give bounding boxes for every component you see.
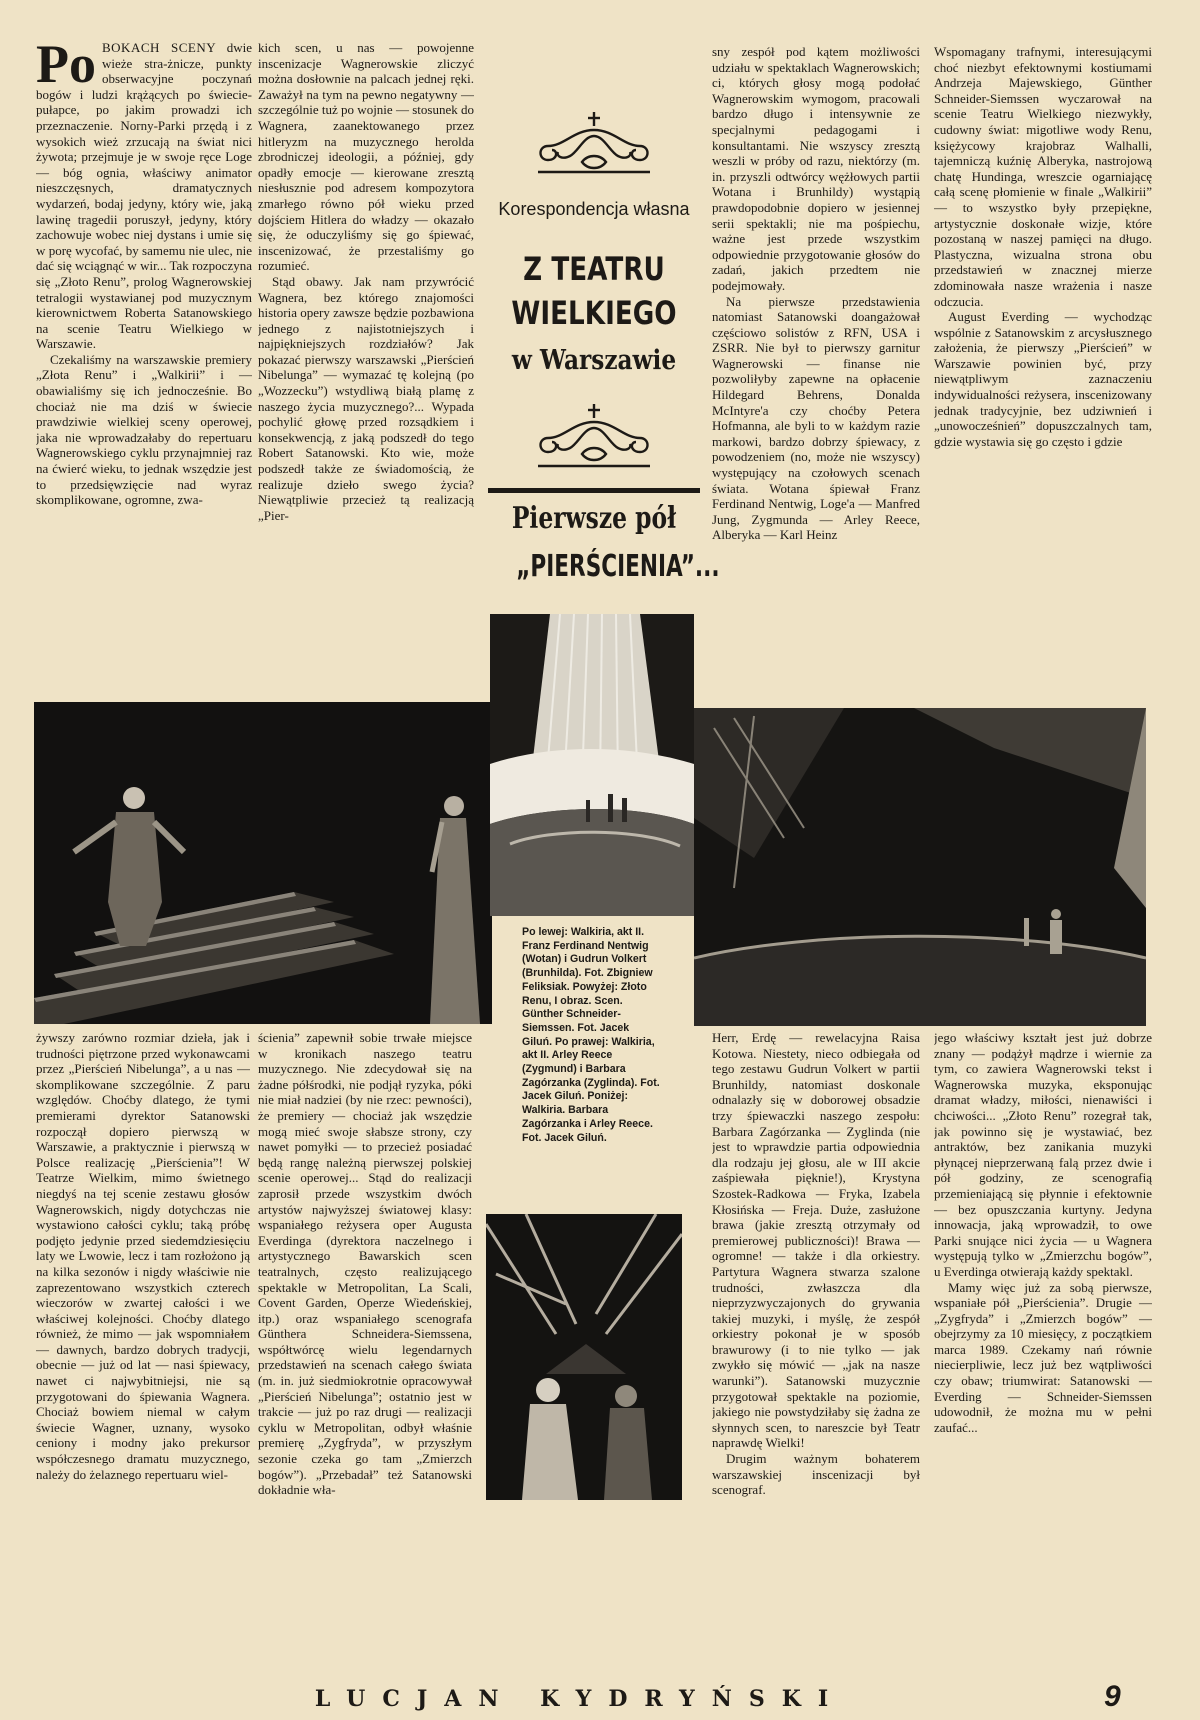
article-paragraph: ścienia” zapewnił sobie trwałe miejsce w kronikach naszego teatru muzycznego. Nie zdecydował się na żadne półśrodki, nie podjął ryzyka, póki nie miał nadziei (by nie rzec: pewności), że premiery — chociaż jak wszędzie mogą mieć swoje słabsze strony, czy nawet pomyłki — to przecież posiadać będą rangę należną pierwszej polskiej scenie operowej... Stąd do realizacji zaprosił przede wszystkim dwóch artystów najwyższej światowej klasy: wspaniałego reżysera oper Augusta Everdinga (dyrektora naczelnego i artystycznego Bawarskich scen teatralnych, często realizującego spektakle w Metropolitan, La Scali, Covent Garden, Operze Wiedeńskiej, itp.) oraz wspaniałego scenografa Günthera Schneidera-Siemssena, współtwórcę wielu legendarnych przedstawień na scenach całego świata (m. in. już siedmiokrotnie opracowywał „Pierścień Nibelunga”; ostatnio jest w trakcie — już po raz drugi — realizacji cyklu w Metropolitan, odbył właśnie premierę „Zygfryda”, w przyszłym sezonie czeka go tam „Zmierzch bogów”). „Przebadał” też Satanowski dokładnie wła- (258, 1030, 472, 1498)
drop-cap: Po (36, 40, 96, 94)
article-column-5-bottom (934, 1030, 1152, 1670)
article-paragraph: kich scen, u nas — powojenne inscenizacje Wagnerowskie zliczyć można dosłownie na palcach jednej ręki. Zaważył na tym na pewno negatywny — szczególnie tuż po wojnie — stosunek do Wagnera, zaanektowanego przez hitleryzm na muzycznego herolda zbrodniczej ideologii, a później, gdy opadły emocje — kierowane zresztą niesłusznie pod adresem kompozytora zmarłego równo pół wieku przed dojściem Hitlera do władzy — okazało się, że oduczyliśmy się go śpiewać, inscenizować, że przestaliśmy go rozumieć. (258, 40, 474, 274)
article-column-2-bottom (258, 1030, 472, 1670)
subtitle-line-2: „PIERŚCIENIA”... (516, 549, 720, 584)
article-paragraph: żywszy zarówno rozmiar dzieła, jak i trudności piętrzone przed wykonawcami przez „Pierścień Nibelunga”, a u nas — skomplikowane szczególnie. Z paru względów. Choćby dlatego, że tymi premierami dyrektor Satanowski rozpoczął dopiero pierwszą w Warszawie, a praktycznie i pierwszą w Polsce realizację „Pierścienia”! W Teatrze Wielkim, mimo świetnego niegdyś na tej scenie zestawu głosów Wagnerowskich, nigdy dotychczas nie wystawiono całości cyklu; taką próbę podjęto jedynie przed siedemdziesięciu laty we Lwowie, lecz i tam rozłożono ją na kilka sezonów i nigdy właściwie nie zaprezentowano wszystkich czterech wieczorów w zwartej całości i we właściwej kolejności. Choćby dlatego również, że mimo — jak wspomniałem — dawnych, bardzo dobrych tradycji, obecnie — już od lat — nasi śpiewacy, nawet ci najwybitniejsi, nie są przygotowani do śpiewania Wagnera. Chociaż bowiem niemal w całym świecie Wagner, uznany, wysoko ceniony i modny jako prekursor współczesnego dramatu muzycznego, należy do żelaznego repertuaru wiel- (36, 1030, 250, 1482)
paragraph-text: dwie wieże stra-żnicze, punkty obserwacyjne poczynań bogów i ludzi krążących po świecie-pułapce, po jakim prowadzi ich przeznaczenie. Norny-Parki przędą i z wysokich wież zrzucają na świat nici żywota; przejmuje je w swoje ręce Loge — bóg ognia, właściwy animator nieszczęsnych, dramatycznych wydarzeń, bodaj jedyny, który wie, jaką lawinę tragedii poruszył, jedyny, który zachowuje wobec niej dystans i umie się w porę wycofać, by samemu nie ulec, nie dać się wciągnąć w wir... Tak rozpoczyna się „Złoto Renu”, prolog Wagnerowskiej tetralogii wystawianej pod muzycznym kierownictwem Roberta Satanowskiego na scenie Teatru Wielkiego w Warszawie. (36, 40, 252, 352)
article-paragraph: Czekaliśmy na warszawskie premiery „Złota Renu” i „Walkirii” i — obawialiśmy się ich jednocześnie. Bo chociaż nie ma dziś w świecie prawdziwie wielkiej sceny operowej, jaka nie wprowadzałaby do repertuaru Wagnerowskiego cyklu przynajmniej raz na ćwierć wieku, to jednak wszędzie jest to przedsięwzięcie nad wyraz skomplikowane, ogromne, zwa- (36, 351, 252, 508)
title-line-1: Z TEATRU (523, 250, 665, 288)
lead-words: BOKACH SCENY (102, 40, 217, 55)
article-column-4-bottom (712, 1030, 920, 1670)
article-paragraph: August Everding — wychodząc wspólnie z Satanowskim z arcysłusznego założenia, że pierwszy „Pierścień” w Warszawie powinien być, przy niewątpliwym zaznaczeniu indywidualności reżysera, inscenizowany jednak tradycyjnie, bez udziwnień i „unowocześnień” dopuszczalnych tam, gdzie wystawia się go często i gdzie (934, 309, 1152, 449)
title-line-2: WIELKIEGO (511, 294, 677, 332)
title-line-3: w Warszawie (511, 345, 677, 376)
article-paragraph: Stąd obawy. Jak nam przywrócić Wagnera, bez którego znajomości historia opery zawsze będzie pozbawiona jednego z najistotniejszych i najpiękniejszych rozdziałów? Jak pokazać pierwszy warszawski „Pierścień Nibelunga” — wymazać tę kolejną (po „Wozzecku”) wstydliwą białą plamę z naszego życia muzycznego?... Wypada pochylić głowę przed rozsądkiem i konsekwencją, z jaką podszedł do tego Robert Satanowski. Kto wie, może podszedł także ze świadomością, że realizuje dzieło swego życia? Niewątpliwie przecież tą realizacją „Pier- (258, 273, 474, 523)
photo-zloto-renu-scenery (490, 614, 694, 916)
article-paragraph: Herr, Erdę — rewelacyjna Raisa Kotowa. Niestety, nieco odbiegała od tego zestawu Gudrun Volkert w partii Brunhildy, natomiast doskonale odnalazły się w doborowej obsadzie trzy śpiewaczki naszego zespołu: Barbara Zagórzanka — Zyglinda (nie jest to wprawdzie partia odpowiednia dla rodzaju jej głosu, ale w III akcie zaśpiewała pięknie!), Krystyna Szostek-Radkowa — Fryka, Izabela Kłosińska — Freja. Duże, zasłużone brawa (jakie zresztą otrzymały od premierowej publiczności)! Brawa — ogromne! — także i dla orkiestry. Partytura Wagnera stwarza szalone trudności, zwłaszcza dla nieprzyzwyczajonych do grywania takiej muzyki, i myślę, że zespół orkiestry pokonał je w sposób brawurowy (i to nie tylko — jak zwykło się mówić — „jak na nasze warunki”). Satanowski muzycznie przygotował spektakle na poziomie, jakiego nie powstydziłaby się żadna ze słynnych scen, to nareszcie był Teatr naprawdę Wielki! (712, 1030, 920, 1451)
article-column-5-top (934, 44, 1152, 690)
article-column-1-top (36, 40, 252, 690)
photo-caption: Po lewej: Walkiria, akt II. Franz Ferdinand Nentwig (Wotan) i Gudrun Volkert (Brunhilda). Fot. Zbigniew Feliksiak. Powyżej: Złoto Renu, I obraz. Scen. Günther Schneider-Siemssen. Fot. Jacek Giluń. Po prawej: Walkiria, akt II. Arley Reece (Zygmund) i Barbara Zagórzanka (Zyglinda). Fot. Jacek Giluń. Poniżej: Walkiria. Barbara Zagórzanka i Arley Reece. Fot. Jacek Giluń. (522, 926, 660, 1144)
page-number: 9 (1104, 1680, 1121, 1713)
article-paragraph: Drugim ważnym bohaterem warszawskiej inscenizacji był scenograf. (712, 1451, 920, 1498)
article-column-2-top (258, 40, 474, 690)
article-paragraph: sny zespół pod kątem możliwości udziału w spektaklach Wagnerowskich; ci, których głosy mogą podołać Wagnerowskim wymogom, pracowali bardzo długo i intensywnie ze specjalnymi pedagogami i konsultantami. Nie wszyscy zresztą weszli w próby od razu, niektórzy (m. in. przyszli odtwórcy wężłowych partii Wotana i Brunhildy) wystąpią prawdopodobnie dopiero w jesiennej serii spektakli; nie ma pośpiechu, ważne jest przede wszystkim odpowiednie przygotowanie głosów do zadań, jakich przedtem nie podejmowały. (712, 44, 920, 293)
article-column-1-bottom (36, 1030, 250, 1670)
photo-walkiria-zagorzanka-reece (486, 1214, 682, 1500)
article-lead-paragraph (36, 40, 252, 352)
ornament-top (534, 106, 654, 178)
article-paragraph: Na pierwsze przedstawienia natomiast Satanowski doangażował częściowo solistów z RFN, USA i ZSRR. Nie był to pierwszy garnitur Wagnerowski — finanse nie pozwoliłyby zapewne na opłacenie Hildegard Behrens, Donalda McIntyre'a czy choćby Petera Hofmanna, ale byli to w każdym razie markowi, bardzo dobrzy śpiewacy, z powodzeniem (no, może nie wszyscy) występujący na czołowych scenach świata. Wotana śpiewał Franz Ferdinand Nentwig, Loge'a — Manfred Jung, Zygmunda — Arley Reece, Alberyka — Karl Heinz (712, 293, 920, 543)
author-byline: LUCJAN KYDRYŃSKI (314, 1686, 846, 1712)
ornament-bottom (534, 400, 654, 472)
article-paragraph: Mamy więc już za sobą pierwsze, wspaniałe pół „Pierścienia”. Drugie — „Zygfryda” i „Zmierzch bogów” — obejrzymy za 10 miesięcy, z początkiem marca 1989. Czekamy nań równie niecierpliwie, lecz już bez wątpliwości czy obaw; triumwirat: Satanowski — Everding — Schneider-Siemssen udowodnił, że można mu w pełni zaufać... (934, 1279, 1152, 1435)
subtitle-line-1: Pierwsze pół (511, 501, 677, 536)
photo-walkiria-wotan-brunhilda (34, 702, 492, 1024)
article-paragraph: Wspomagany trafnymi, interesującymi choć niezbyt efektownymi kostiumami Andrzeja Majewskiego, Günther Schneider-Siemssen wyczarował na scenie Teatru Wielkiego niezwykły, cudowny świat: migotliwe wody Renu, księżycowy krajobraz Walhalli, tajemniczą kuźnię Alberyka, nastrojową chatę Hundinga, wreszcie ogarniającę całą scenę płomienie w finale „Walkirii” — to wszystko były przepiękne, artystycznie doskonałe wizje, które pozostaną w naszej pamięci na długo. Plastyczna, wizualna strona obu przedstawień w znacznej mierze zdominowała nasze wrażenia i nasze odczucia. (934, 44, 1152, 309)
article-column-4-top (712, 44, 920, 690)
article-paragraph: jego właściwy kształt jest już dobrze znany — podążył mądrze i wiernie za tym, co zawiera Wagnerowski tekst i Wagnerowska muzyka, eksponując dramat władzy, miłości, nienawiści i chciwości... „Złoto Renu” rozegrał tak, jak powinno się je wystawiać, bez antraktów, bez zanikania muzyki płynącej nieprzerwaną falą przez dwie i pół godziny, ze scenografią przemieniającą się płynnie i efektownie — bez opuszczania kurtyny. Jedyna innowacja, jaką wprowadził, to owe Parki snujące nici życia — u Wagnera występują tylko w „Zmierzchu bogów”, u Everdinga otwierają każdy spektakl. (934, 1030, 1152, 1279)
headline-rule (488, 488, 700, 493)
kicker: Korespondencja własna (498, 199, 690, 219)
photo-walkiria-zygmund-zyglinda (694, 708, 1146, 1026)
